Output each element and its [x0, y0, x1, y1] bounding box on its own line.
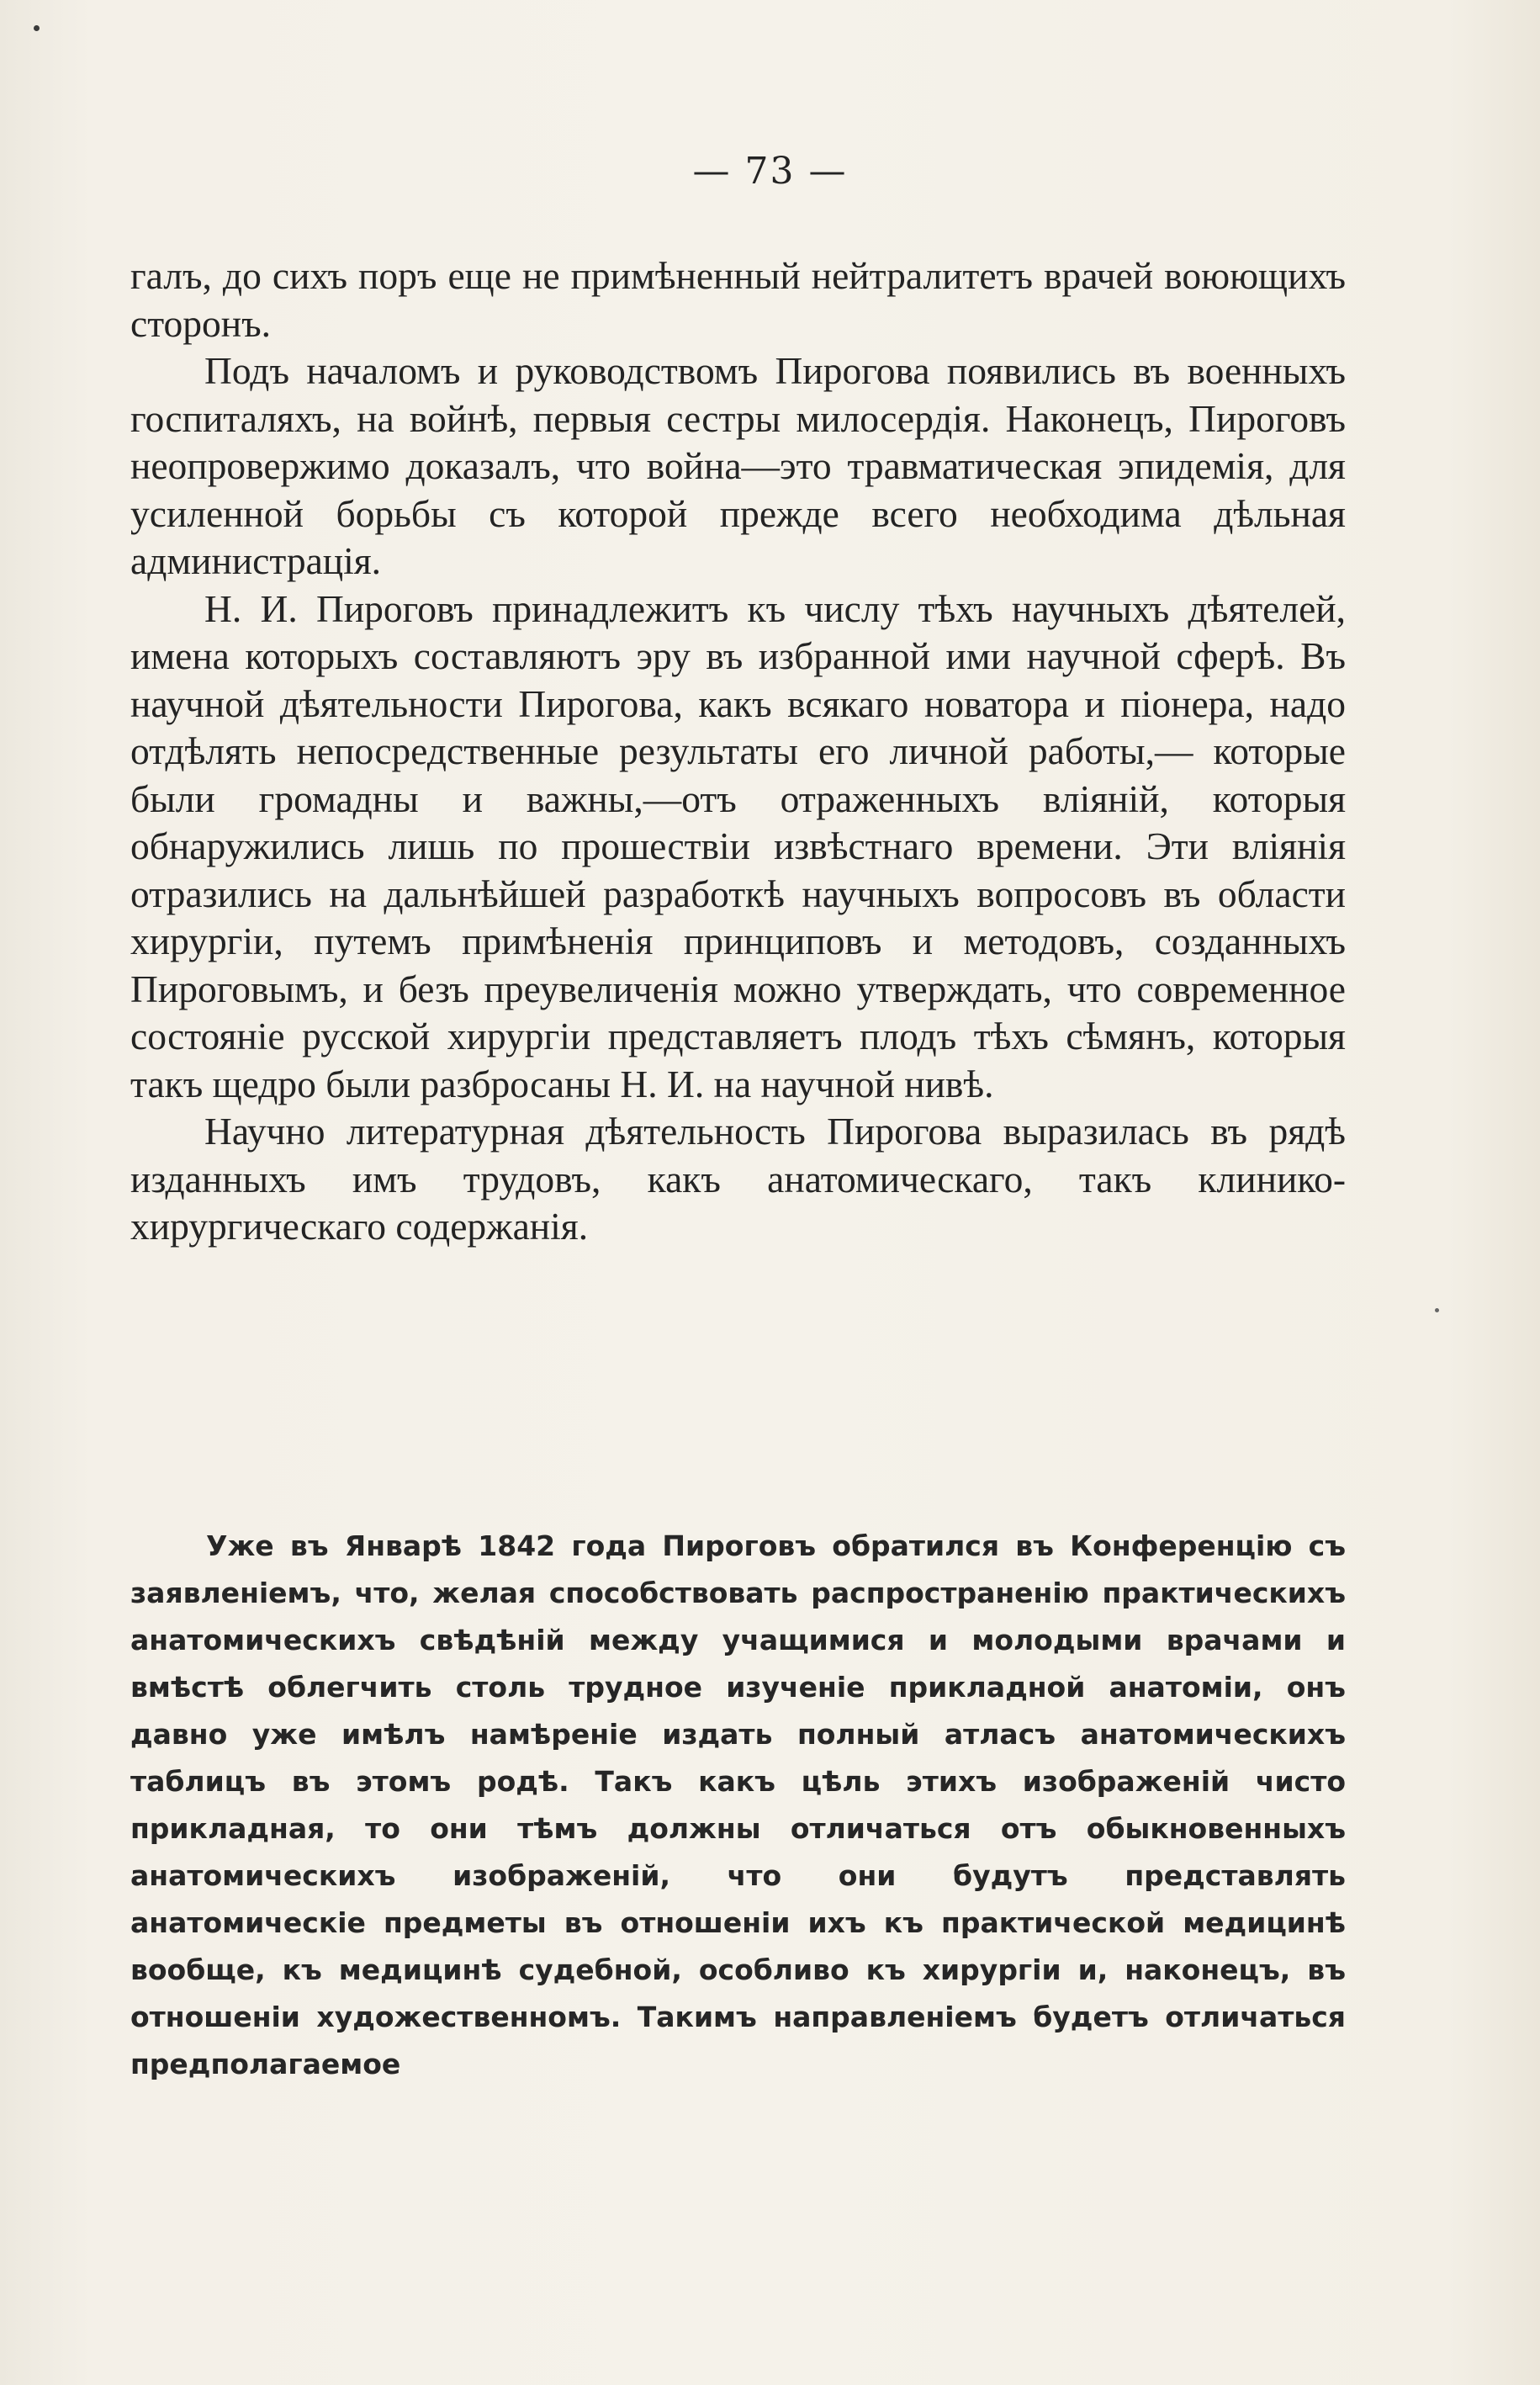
- page-number: — 73 —: [692, 150, 848, 193]
- quote-paragraph: Уже въ Январѣ 1842 года Пироговъ обратился въ Конференцію съ заявленіемъ, что, желая способствовать распространенію практическихъ анатомическихъ свѣдѣній между учащимися и молодыми врачами и вмѣстѣ облегчить столь трудное изученіе прикладной анатоміи, онъ давно уже имѣлъ намѣреніе издать полный атласъ анатомическихъ таблицъ въ этомъ родѣ. Такъ какъ цѣль этихъ изображеній чисто прикладная, то они тѣмъ должны отличаться отъ обыкновенныхъ анатомическихъ изображеній, что они будутъ представлять анатомическіе предметы въ отношеніи ихъ къ практической медицинѣ вообще, къ медицинѣ судебной, особливо къ хирургіи и, наконецъ, въ отношеніи художественномъ. Такимъ направленіемъ будетъ отличаться предполагаемое: [130, 1529, 1346, 2080]
- quoted-document: [130, 1523, 1346, 2088]
- paragraph: Н. И. Пироговъ принадлежитъ къ числу тѣхъ научныхъ дѣятелей, имена которыхъ составляютъ эру въ избранной ими научной сферѣ. Въ научной дѣятельности Пирогова, какъ всякаго новатора и піонера, надо отдѣлять непосредственные результаты его личной работы,— которые были громадны и важны,—отъ отраженныхъ вліяній, которыя обнаружились лишь по прошествіи извѣстнаго времени. Эти вліянія отразились на дальнѣйшей разработкѣ научныхъ вопросовъ въ области хирургіи, путемъ примѣненія принциповъ и методовъ, созданныхъ Пироговымъ, и безъ преувеличенія можно утверждать, что современное состояніе русской хирургіи представляетъ плодъ тѣхъ сѣмянъ, которыя такъ щедро были разбросаны Н. И. на научной нивѣ.: [130, 586, 1346, 1105]
- paragraph: Подъ началомъ и руководствомъ Пирогова появились въ военныхъ госпиталяхъ, на войнѣ, первыя сестры милосердія. Наконецъ, Пироговъ неопровержимо доказалъ, что война—это травматическая эпидемія, для усиленной борьбы съ которой прежде всего необходима дѣльная администрація.: [130, 349, 1346, 582]
- page-speck: [1435, 1308, 1439, 1312]
- paragraph: галъ, до сихъ поръ еще не примѣненный нейтралитетъ врачей воюющихъ сторонъ.: [130, 254, 1346, 345]
- paragraph: Научно литературная дѣятельность Пирогова выразилась въ рядѣ изданныхъ имъ трудовъ, какъ анатомическаго, такъ клинико-хирургическаго содержанія.: [130, 1110, 1346, 1248]
- page-speck: [34, 25, 40, 31]
- main-text: [130, 252, 1346, 1251]
